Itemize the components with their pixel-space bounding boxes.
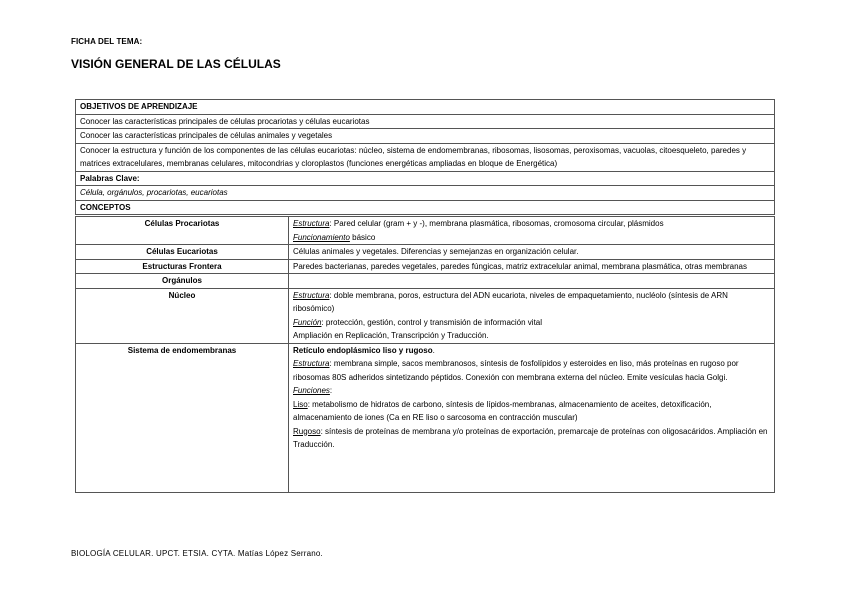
concept-row-eucariotas (76, 245, 775, 260)
estructura-text: : membrana simple, sacos membranosos, síntesis de fosfolípidos y esteroides en liso, más proteínas en rugoso por ribosomas 80S adheridos sintetizando péptidos. Conexión con membrana externa del núcleo. Emite vesículas hacia Golgi. (293, 359, 739, 382)
keywords-text: Célula, orgánulos, procariotas, eucariotas (76, 186, 775, 201)
topic-sheet-table (75, 99, 775, 493)
objective-item: Conocer la estructura y función de los componentes de las células eucariotas: núcleo, sistema de endomembranas, ribosomas, lisosomas, peroxisomas, vacuolas, citoesqueleto, paredes y matrices extracelulares, membranas celulares, mitocondrias y cloroplastos (funciones energéticas ampliadas en bloque de Energética) (76, 143, 775, 171)
objective-row (76, 114, 775, 129)
concept-name: Células Eucariotas (76, 245, 289, 260)
concept-description (289, 216, 775, 245)
keywords-heading: Palabras Clave: (76, 171, 775, 186)
keywords-heading-row (76, 171, 775, 186)
objective-item: Conocer las características principales de células procariotas y células eucariotas (76, 114, 775, 129)
concept-description (289, 288, 775, 343)
funcionamiento-text: básico (349, 232, 376, 242)
concept-row-nucleo (76, 288, 775, 343)
objective-row (76, 129, 775, 144)
ampliacion-text: Ampliación en Replicación, Transcripción y Traducción. (293, 331, 489, 340)
objectives-heading-row (76, 100, 775, 115)
estructura-label: Estructura (293, 219, 330, 228)
ficha-label: FICHA DEL TEMA: (71, 37, 143, 46)
page-footer: BIOLOGÍA CELULAR. UPCT. ETSIA. CYTA. Matías López Serrano. (71, 549, 323, 558)
concept-description (289, 343, 775, 492)
concept-name: Núcleo (76, 288, 289, 343)
estructura-text: : doble membrana, poros, estructura del ADN eucariota, niveles de empaquetamiento, nucléolo (síntesis de ARN ribosómico) (293, 290, 728, 313)
concept-name: Orgánulos (76, 274, 289, 289)
concept-description-empty (289, 274, 775, 289)
concept-row-frontera (76, 259, 775, 274)
funcion-text: : protección, gestión, control y transmisión de información vital (321, 317, 543, 327)
estructura-text: : Pared celular (gram + y -), membrana plasmática, ribosomas, cromosoma circular, plásmidos (329, 219, 664, 228)
concept-name: Sistema de endomembranas (76, 343, 289, 492)
concept-name: Células Procariotas (76, 216, 289, 245)
rugoso-label: Rugoso (293, 426, 321, 436)
concept-description: Células animales y vegetales. Diferencias y semejanzas en organización celular. (289, 245, 775, 260)
funcion-label: Función (293, 317, 322, 327)
estructura-label: Estructura (293, 359, 330, 368)
concept-name: Estructuras Frontera (76, 259, 289, 274)
concept-row-procariotas (76, 216, 775, 245)
concept-row-endomembranas (76, 343, 775, 492)
concepts-heading: CONCEPTOS (76, 200, 775, 216)
objective-item: Conocer las características principales de células animales y vegetales (76, 129, 775, 144)
rugoso-text: : síntesis de proteínas de membrana y/o proteínas de exportación, premarcaje de proteínas con oligosacáridos. Ampliación en Traducción. (293, 426, 768, 449)
funcionamiento-label: Funcionamiento (293, 232, 350, 242)
keywords-row (76, 186, 775, 201)
liso-text: : metabolismo de hidratos de carbono, síntesis de lípidos-membranas, almacenamiento de aceites, detoxificación, almacenamiento de iones (Ca en RE liso o sarcosoma en contracción muscular) (293, 399, 712, 422)
objective-row (76, 143, 775, 171)
concept-description: Paredes bacterianas, paredes vegetales, paredes fúngicas, matriz extracelular animal, membrana plasmática, otras membranas (289, 259, 775, 274)
liso-label: Liso (293, 399, 308, 409)
concept-row-organulos (76, 274, 775, 289)
reticulo-heading: Retículo endoplásmico liso y rugoso (293, 345, 433, 355)
estructura-label: Estructura (293, 290, 330, 300)
page-title: VISIÓN GENERAL DE LAS CÉLULAS (71, 57, 281, 71)
concepts-heading-row (76, 200, 775, 216)
objectives-heading: OBJETIVOS DE APRENDIZAJE (76, 100, 775, 115)
funciones-label: Funciones (293, 386, 330, 395)
funciones-text: : (329, 386, 333, 395)
reticulo-heading-end: . (432, 345, 435, 355)
